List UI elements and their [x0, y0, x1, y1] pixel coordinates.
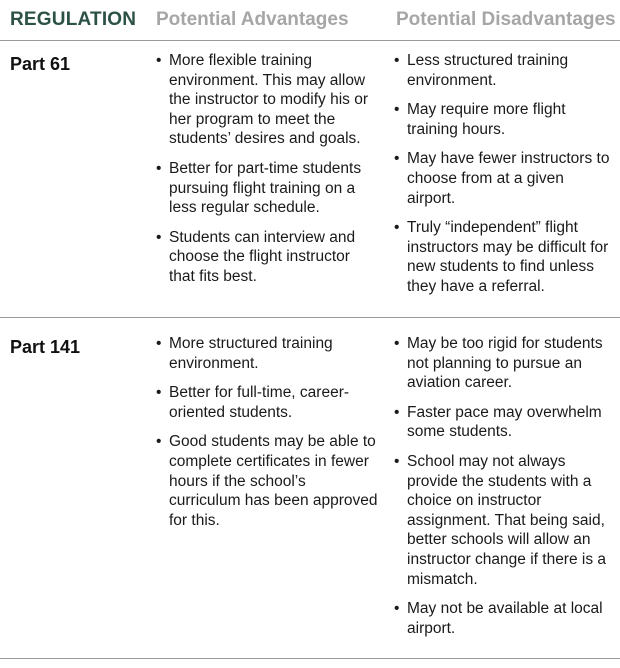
list-item: [394, 218, 612, 296]
table-bottom-rule: [0, 658, 620, 659]
list-item-text: May have fewer instructors to choose from at a given airport.: [407, 150, 610, 207]
bullet-icon: •: [156, 52, 162, 69]
advantages-list: [156, 334, 378, 540]
list-item-text: School may not always provide the students with a choice on instructor assignment. That being said, better schools will allow an instructor change if there is a mismatch.: [407, 452, 607, 588]
list-item-text: Better for part-time students pursuing flight training on a less regular schedule.: [169, 159, 362, 217]
regulation-column-header: REGULATION: [10, 9, 137, 30]
list-item: [394, 599, 612, 638]
list-item-text: May be too rigid for students not planning to pursue an aviation career.: [407, 335, 603, 392]
bullet-icon: •: [156, 228, 162, 246]
list-item: [156, 228, 378, 287]
list-item-text: Faster pace may overwhelm some students.: [407, 403, 602, 441]
list-item: [394, 334, 612, 393]
bullet-icon: •: [394, 219, 400, 237]
list-item: [156, 432, 378, 530]
advantages-list: [156, 51, 378, 297]
bullet-icon: •: [156, 335, 162, 352]
table-row-part-61: [0, 41, 620, 318]
bullet-icon: •: [394, 403, 400, 421]
disadvantages-list: [394, 51, 612, 307]
bullet-icon: •: [394, 335, 400, 352]
bullet-icon: •: [394, 452, 400, 470]
list-item-text: More flexible training environment. This may allow the instructor to modify his or her program to meet the students’ desires and goals.: [169, 52, 368, 148]
bullet-icon: •: [394, 600, 400, 618]
bullet-icon: •: [156, 159, 162, 177]
bullet-icon: •: [156, 433, 162, 451]
regulation-label: Part 141: [10, 337, 81, 357]
list-item: [394, 51, 612, 90]
list-item: [156, 159, 378, 218]
list-item: [394, 100, 612, 139]
table-row-part-141: [0, 318, 620, 659]
list-item: [394, 149, 612, 208]
list-item: [156, 383, 378, 422]
list-item: [156, 51, 378, 149]
list-item: [156, 334, 378, 373]
regulation-label: Part 61: [10, 54, 71, 74]
bullet-icon: •: [394, 52, 400, 69]
disadvantages-column-header: Potential Disadvantages: [396, 9, 616, 30]
bullet-icon: •: [394, 150, 400, 168]
bullet-icon: •: [394, 101, 400, 119]
bullet-icon: •: [156, 384, 162, 402]
list-item-text: More structured training environment.: [169, 335, 333, 372]
table-header-row: [0, 0, 620, 41]
list-item: [394, 403, 612, 442]
disadvantages-list: [394, 334, 612, 648]
list-item: [394, 452, 612, 589]
list-item-text: Less structured training environment.: [407, 52, 569, 89]
advantages-column-header: Potential Advantages: [156, 9, 349, 30]
list-item-text: Students can interview and choose the flight instructor that fits best.: [169, 228, 356, 285]
list-item-text: Good students may be able to complete certificates in fewer hours if the school’s curriculum has been approved for this.: [169, 433, 378, 529]
list-item-text: Truly “independent” flight instructors may be difficult for new students to find unless they have a referral.: [407, 219, 609, 295]
list-item-text: May require more flight training hours.: [407, 101, 566, 138]
list-item-text: Better for full-time, career-oriented students.: [169, 384, 350, 421]
list-item-text: May not be available at local airport.: [407, 600, 603, 637]
